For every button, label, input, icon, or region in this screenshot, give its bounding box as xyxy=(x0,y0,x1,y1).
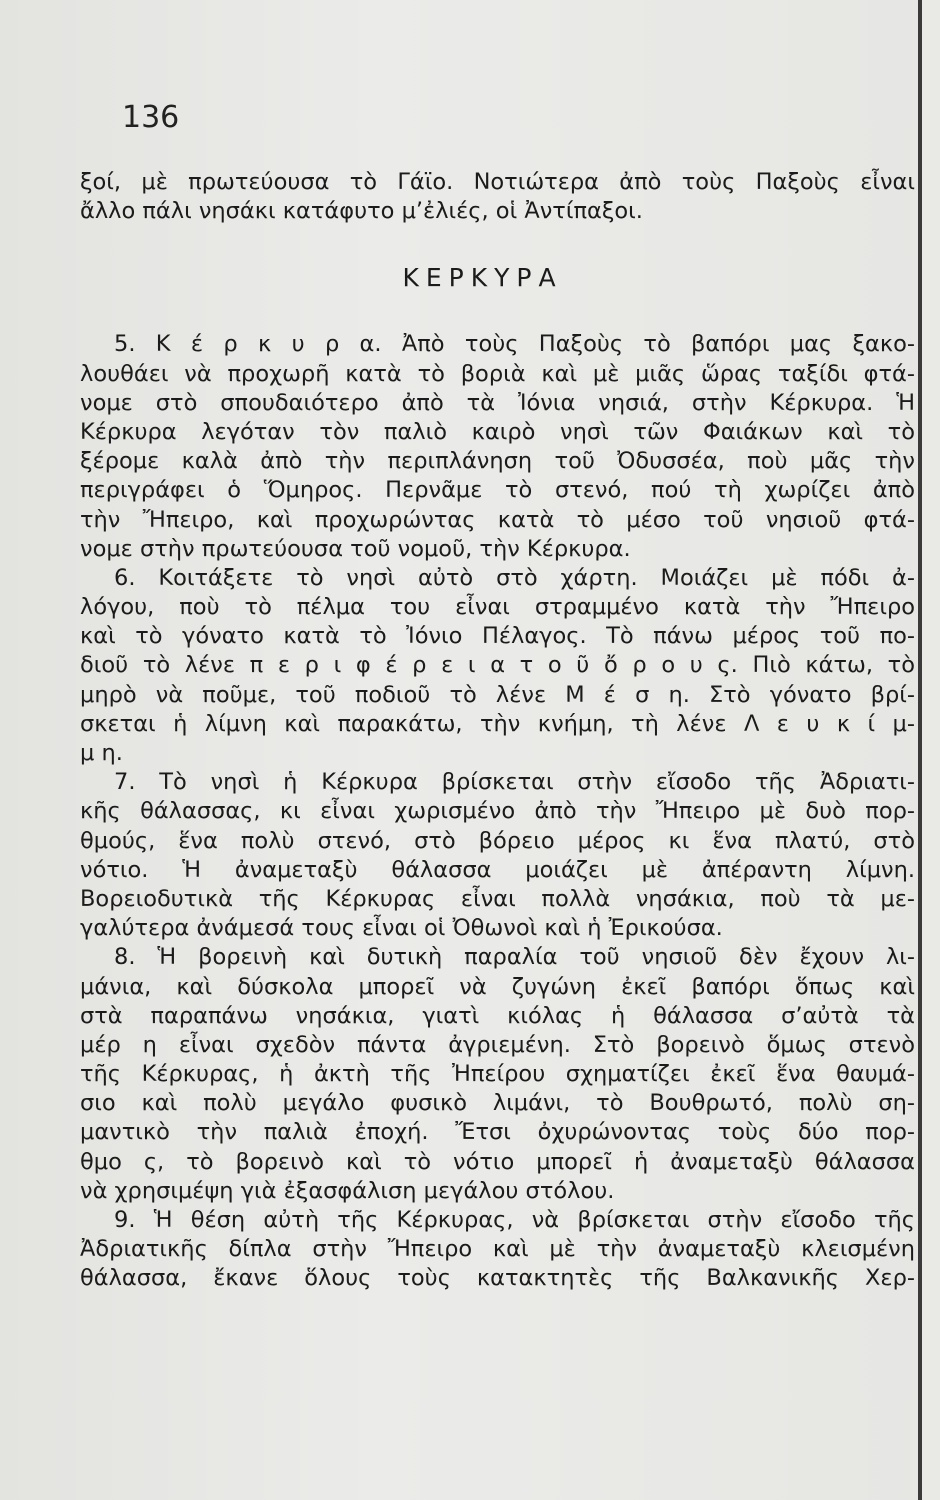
text-line: 5. Κ έ ρ κ υ ρ α. Ἀπὸ τοὺς Παξοὺς τὸ βαπόρι μας ξακο- xyxy=(114,331,915,358)
text-line: ξέρομε καλὰ ἀπὸ τὴν περιπλάνηση τοῦ Ὀδυσσέα, ποὺ μᾶς τὴν xyxy=(80,448,915,475)
adjacent-page-edge xyxy=(922,0,940,1500)
text-line: καὶ τὸ γόνατο κατὰ τὸ Ἰόνιο Πέλαγος. Τὸ πάνω μέρος τοῦ πο- xyxy=(80,623,915,650)
text-line: τὴν Ἤπειρο, καὶ προχωρώντας κατὰ τὸ μέσο τοῦ νησιοῦ φτά- xyxy=(80,506,915,533)
text-line: μάνια, καὶ δύσκολα μπορεῖ νὰ ζυγώνη ἐκεῖ βαπόρι ὅπως καὶ xyxy=(80,973,915,1000)
text-line: λόγου, ποὺ τὸ πέλμα του εἶναι στραμμένο κατὰ τὴν Ἤπειρο xyxy=(80,594,915,621)
text-line: νομε στὴν πρωτεύουσα τοῦ νομοῦ, τὴν Κέρκυρα. xyxy=(80,535,631,562)
text-line: νότιο. Ἡ ἀναμεταξὺ θάλασσα μοιάζει μὲ ἀπέραντη λίμνη. xyxy=(80,856,915,883)
text-line: θμούς, ἕνα πολὺ στενό, στὸ βόρειο μέρος κι ἕνα πλατύ, στὸ xyxy=(80,827,915,854)
text-line: μ η. xyxy=(80,740,123,766)
text-line: γαλύτερα ἀνάμεσά τους εἶναι οἱ Ὀθωνοὶ καὶ ἡ Ἐρικούσα. xyxy=(80,915,723,942)
text-line: 8. Ἡ βορεινὴ καὶ δυτικὴ παραλία τοῦ νησιοῦ δὲν ἔχουν λι- xyxy=(114,944,915,971)
text-line: σιο καὶ πολὺ μεγάλο φυσικὸ λιμάνι, τὸ Βουθρωτό, πολὺ ση- xyxy=(80,1090,915,1117)
text-line: περιγράφει ὁ Ὅμηρος. Περνᾶμε τὸ στενό, πού τὴ χωρίζει ἀπὸ xyxy=(80,477,915,504)
text-line: θάλασσα, ἔκανε ὅλους τοὺς κατακτητὲς τῆς Βαλκανικῆς Χερ- xyxy=(80,1265,915,1292)
text-line: νὰ χρησιμέψη γιὰ ἐξασφάλιση μεγάλου στόλου. xyxy=(80,1177,615,1204)
text-line: μέρ η εἶναι σχεδὸν πάντα ἀγριεμένη. Στὸ βορεινὸ ὅμως στενὸ xyxy=(80,1031,915,1058)
text-line: στὰ παραπάνω νησάκια, γιατὶ κιόλας ἡ θάλασσα σ’αὐτὰ τὰ xyxy=(80,1002,915,1029)
text-line: ἄλλο πάλι νησάκι κατάφυτο μ’ἐλιές, οἱ Ἀντίπαξοι. xyxy=(80,198,643,225)
text-line: θμο ς, τὸ βορεινὸ καὶ τὸ νότιο μπορεῖ ἡ ἀναμεταξὺ θάλασσα xyxy=(80,1148,915,1175)
text-line: Κέρκυρα λεγόταν τὸν παλιὸ καιρὸ νησὶ τῶν Φαιάκων καὶ τὸ xyxy=(80,418,915,445)
text-line: λουθάει νὰ προχωρῆ κατὰ τὸ βοριὰ καὶ μὲ μιᾶς ὥρας ταξίδι φτά- xyxy=(80,360,915,387)
text-line: νομε στὸ σπουδαιότερο ἀπὸ τὰ Ἰόνια νησιά, στὴν Κέρκυρα. Ἡ xyxy=(80,389,915,416)
text-line: τῆς Κέρκυρας, ἡ ἀκτὴ τῆς Ἠπείρου σχηματίζει ἐκεῖ ἕνα θαυμά- xyxy=(80,1061,915,1088)
page-number: 136 xyxy=(122,100,180,135)
text-line: μηρὸ νὰ ποῦμε, τοῦ ποδιοῦ τὸ λένε Μ έ σ η. Στὸ γόνατο βρί- xyxy=(80,681,915,708)
text-line: 7. Τὸ νησὶ ἡ Κέρκυρα βρίσκεται στὴν εἴσοδο τῆς Ἀδριατι- xyxy=(114,769,915,796)
text-line: Ἀδριατικῆς δίπλα στὴν Ἤπειρο καὶ μὲ τὴν ἀναμεταξὺ κλεισμένη xyxy=(80,1236,915,1263)
text-line: 6. Κοιτάξετε τὸ νησὶ αὐτὸ στὸ χάρτη. Μοιάζει μὲ πόδι ἀ- xyxy=(114,564,915,591)
text-line: 9. Ἡ θέση αὐτὴ τῆς Κέρκυρας, νὰ βρίσκεται στὴν εἴσοδο τῆς xyxy=(114,1207,915,1233)
text-line: σκεται ἡ λίμνη καὶ παρακάτω, τὴν κνήμη, τὴ λένε Λ ε υ κ ί μ- xyxy=(80,710,915,737)
text-line: κῆς θάλασσας, κι εἶναι χωρισμένο ἀπὸ τὴν Ἤπειρο μὲ δυὸ πορ- xyxy=(80,798,915,825)
text-line: Βορειοδυτικὰ τῆς Κέρκυρας εἶναι πολλὰ νησάκια, ποὺ τὰ με- xyxy=(80,885,915,912)
text-line: διοῦ τὸ λένε π ε ρ ι φ έ ρ ε ι α τ ο ῦ ὄ ρ ο υ ς. Πιὸ κάτω, τὸ xyxy=(80,652,915,679)
section-heading: ΚΕΡΚΥΡΑ xyxy=(402,263,563,293)
page-text xyxy=(80,168,915,1294)
text-line: ξοί, μὲ πρωτεύουσα τὸ Γάϊο. Νοτιώτερα ἀπὸ τοὺς Παξοὺς εἶναι xyxy=(80,169,915,195)
text-line: μαντικὸ τὴν παλιὰ ἐποχή. Ἔτσι ὀχυρώνοντας τοὺς δύο πορ- xyxy=(80,1119,915,1146)
